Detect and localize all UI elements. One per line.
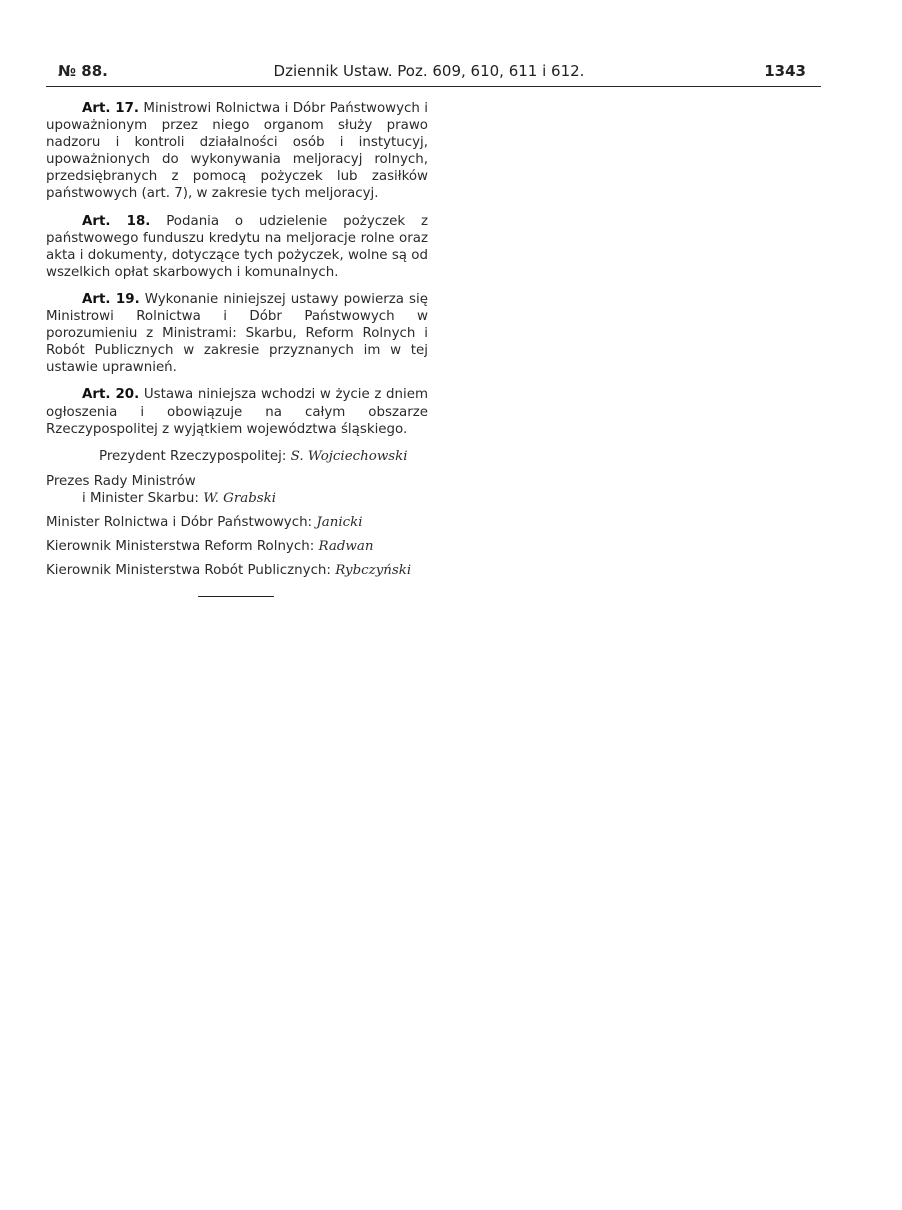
- article-label: Art. 17.: [82, 101, 139, 116]
- signature-public-works: [46, 562, 428, 579]
- article-label: Art. 18.: [82, 213, 151, 229]
- signature-name: W. Grabski: [203, 490, 277, 506]
- signature-role: Kierownik Ministerstwa Reform Rolnych:: [46, 539, 315, 555]
- signature-president: [46, 448, 428, 465]
- signature-role: Prezydent Rzeczypospolitej:: [99, 448, 287, 464]
- article-text: Ustawa niniejsza wchodzi w życie z dniem ogłoszenia i obowiązuje na całym obszarze Rzeczypospolitej z wyjątkiem województwa śląskiego.: [46, 387, 428, 437]
- signature-reforms: [46, 538, 428, 555]
- text-column: [46, 100, 428, 579]
- issue-number: № 88.: [58, 62, 108, 80]
- signature-role: Prezes Rady Ministrów: [46, 473, 196, 489]
- article-17: [46, 100, 428, 203]
- page-header: [46, 62, 812, 82]
- article-text: Ministrowi Rolnictwa i Dóbr Państwowych i upoważnionym przez niego organom służy prawo nadzoru i kontroli działalności osób i instytucyj, upoważnionych do wykonywania meljoracyj rolnych, przedsiębranych z pomocą pożyczek lub zasiłków państwowych (art. 7), w zakresie tych meljoracyj.: [46, 101, 428, 202]
- signature-role-continued: i Minister Skarbu: W. Grabski: [82, 490, 277, 506]
- article-18: [46, 213, 428, 281]
- signature-name: Radwan: [318, 539, 374, 555]
- signature-role: Kierownik Ministerstwa Robót Publicznych:: [46, 563, 331, 579]
- signature-name: Janicki: [316, 514, 363, 530]
- signature-name: S. Wojciechowski: [290, 448, 408, 464]
- article-19: [46, 291, 428, 376]
- signature-prime-minister: [46, 473, 428, 507]
- article-text: Podania o udzielenie pożyczek z państwowego funduszu kredytu na meljoracje rolne oraz akta i dokumenty, dotyczące tych pożyczek, wolne są od wszelkich opłat skarbowych i komunalnych.: [46, 213, 428, 280]
- journal-title: Dziennik Ustaw. Poz. 609, 610, 611 i 612.: [273, 62, 585, 80]
- signature-role: Minister Rolnictwa i Dóbr Państwowych:: [46, 514, 313, 530]
- page-number: 1343: [764, 62, 806, 80]
- article-text: Wykonanie niniejszej ustawy powierza się Ministrowi Rolnictwa i Dóbr Państwowych w porozumieniu z Ministrami: Skarbu, Reform Rolnych i Robót Publicznych w zakresie przyznanych im w tej ustawie uprawnień.: [46, 291, 428, 376]
- signature-name: Rybczyński: [335, 563, 412, 579]
- signature-agriculture: [46, 514, 428, 531]
- header-divider: [46, 86, 821, 87]
- article-20: [46, 386, 428, 437]
- closing-rule: [198, 596, 274, 597]
- article-label: Art. 19.: [82, 291, 140, 307]
- article-label: Art. 20.: [82, 387, 140, 403]
